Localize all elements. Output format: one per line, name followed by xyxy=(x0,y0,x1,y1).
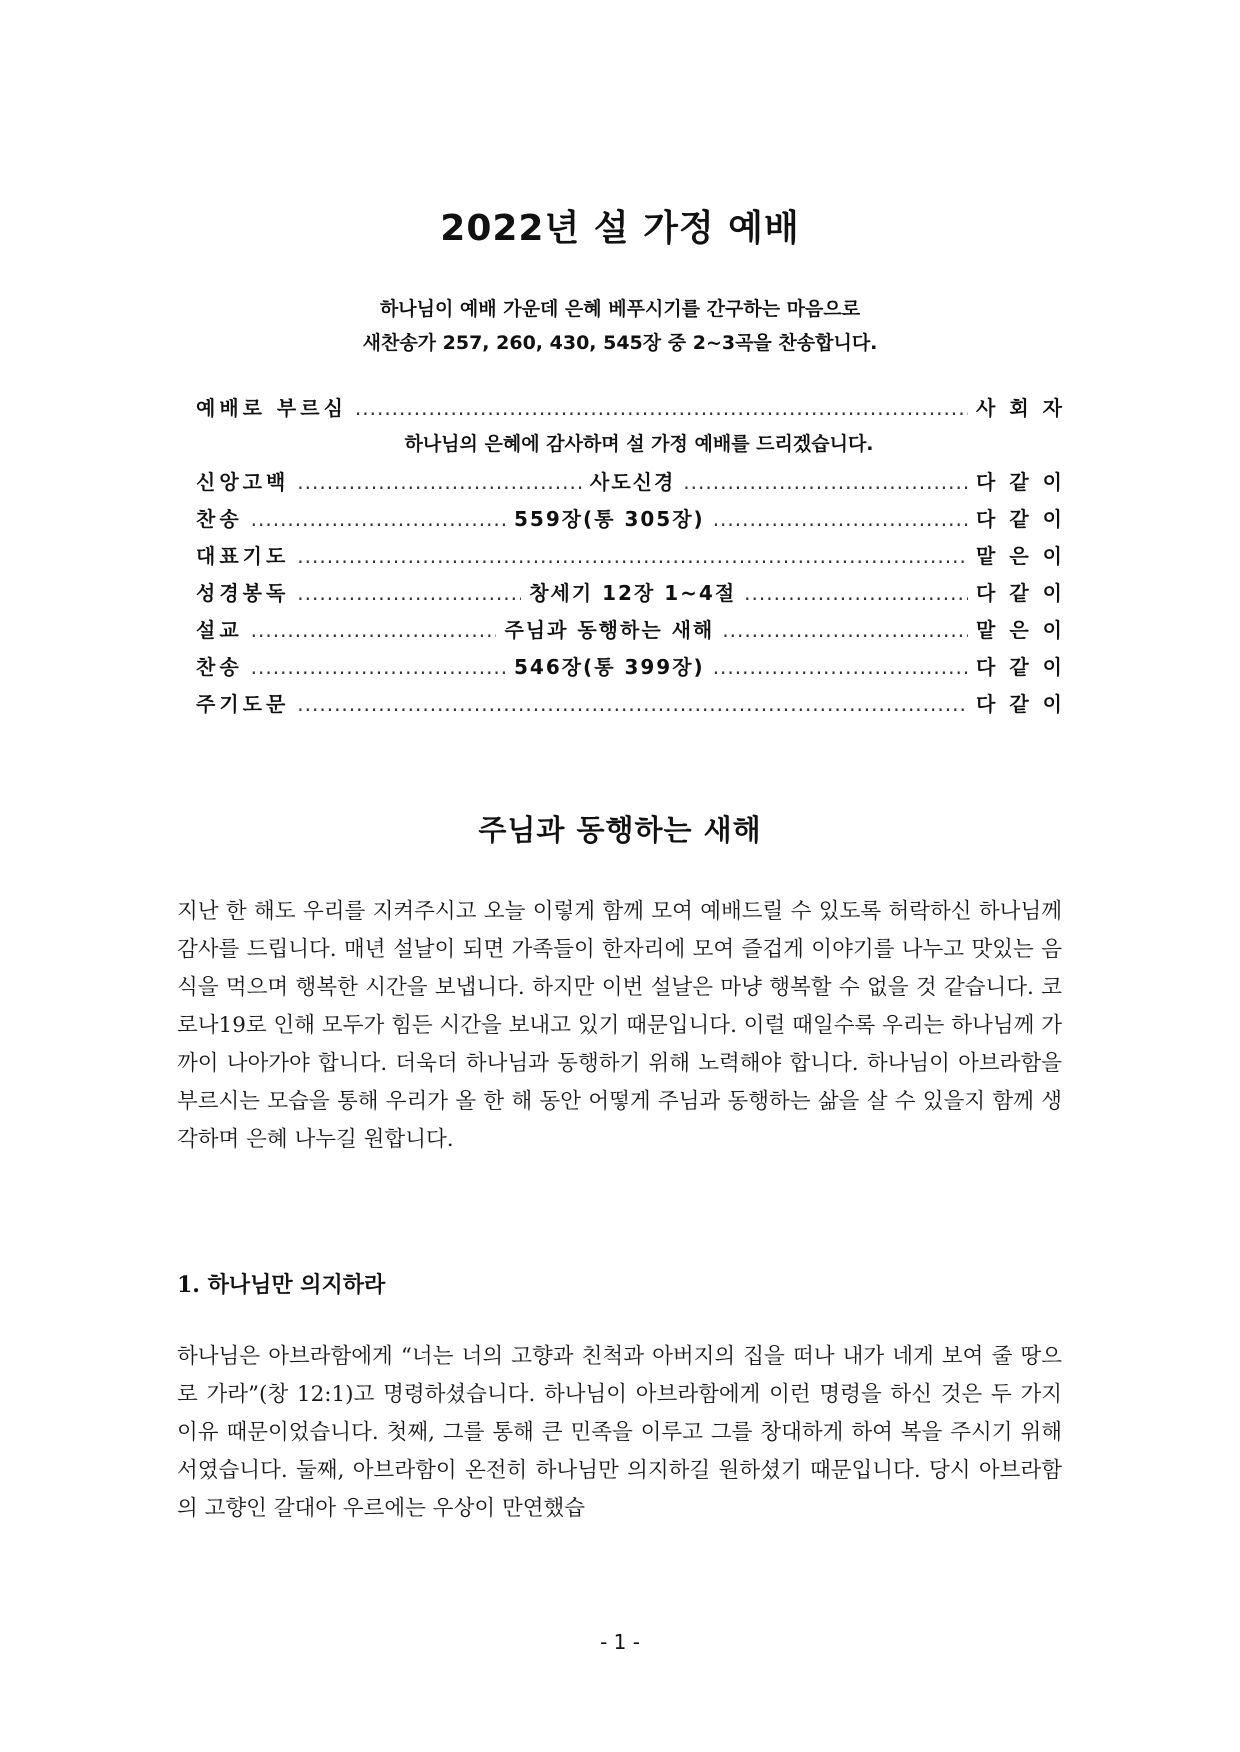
dot-leader xyxy=(297,581,521,605)
order-detail: 사도신경 xyxy=(590,470,676,494)
dot-leader xyxy=(251,655,506,679)
dot-leader xyxy=(297,692,968,716)
order-row-lords-prayer xyxy=(196,688,1076,725)
order-call-note: 하나님의 은혜에 감사하며 설 가정 예배를 드리겠습니다. xyxy=(404,433,874,455)
order-detail: 주님과 동행하는 새해 xyxy=(504,618,715,642)
dot-leader xyxy=(251,507,506,531)
order-label: 찬송 xyxy=(196,655,243,679)
intro-line-2: 새찬송가 257, 260, 430, 545장 중 2~3곡을 찬송합니다. xyxy=(362,332,878,354)
order-row-creed xyxy=(196,466,1076,503)
order-detail: 559장(통 305장) xyxy=(513,507,705,531)
dot-leader xyxy=(713,507,968,531)
order-who: 다같이 xyxy=(976,470,1076,494)
order-label: 예배로 부르심 xyxy=(196,396,347,420)
order-who: 다같이 xyxy=(976,581,1077,605)
order-detail: 546장(통 399장) xyxy=(513,655,705,679)
order-label: 찬송 xyxy=(196,507,243,531)
dot-leader xyxy=(251,618,497,642)
order-row-prayer xyxy=(196,540,1076,577)
order-who: 다같이 xyxy=(976,507,1076,531)
intro-line-1: 하나님이 예배 가운데 은혜 베푸시기를 간구하는 마음으로 xyxy=(379,298,861,320)
dot-leader xyxy=(297,544,968,568)
order-who: 다같이 xyxy=(976,655,1076,679)
order-label: 설교 xyxy=(196,618,243,642)
order-label: 주기도문 xyxy=(196,692,290,716)
order-label: 대표기도 xyxy=(196,544,290,568)
sermon-title: 주님과 동행하는 새해 xyxy=(478,813,762,847)
order-label: 성경봉독 xyxy=(196,581,290,605)
order-row-hymn-2 xyxy=(196,651,1076,688)
order-who: 맡은이 xyxy=(976,544,1076,568)
order-row-hymn-1 xyxy=(196,503,1076,540)
order-label: 신앙고백 xyxy=(196,470,290,494)
order-who: 다같이 xyxy=(976,692,1076,716)
sermon-paragraph-2: 하나님은 아브라함에게 “너는 너의 고향과 친척과 아버지의 집을 떠나 내가 네게 보여 줄 땅으로 가라”(창 12:1)고 명령하셨습니다. 하나님이 아브라함에게 이런 명령을 하신 것은 두 가지 이유 때문이었습니다. 첫째, 그를 통해 큰 민족을 이루고 그를 창대하게 하여 복을 주시기 위해서였습니다. 둘째, 아브라함이 온전히 하나님만 의지하길 원하셨기 때문입니다. 당시 아브라함의 고향인 갈대아 우르에는 우상이 만연했습 xyxy=(177,1344,1062,1521)
dot-leader xyxy=(683,470,968,494)
order-detail: 창세기 12장 1~4절 xyxy=(529,581,737,605)
order-row-sermon xyxy=(196,614,1077,651)
intro-text xyxy=(0,292,1240,360)
page-title: 2022년 설 가정 예배 xyxy=(440,208,800,249)
order-who: 맡은이 xyxy=(976,618,1077,642)
dot-leader xyxy=(744,581,968,605)
dot-leader xyxy=(297,470,582,494)
page-number: - 1 - xyxy=(600,1630,640,1654)
dot-leader xyxy=(713,655,968,679)
dot-leader xyxy=(722,618,968,642)
worship-order xyxy=(196,392,1077,725)
order-who: 사회자 xyxy=(976,396,1076,420)
sermon-paragraph-1: 지난 한 해도 우리를 지켜주시고 오늘 이렇게 함께 모여 예배드릴 수 있도록 허락하신 하나님께 감사를 드립니다. 매년 설날이 되면 가족들이 한자리에 모여 즐겁게 이야기를 나누고 맛있는 음식을 먹으며 행복한 시간을 보냅니다. 하지만 이번 설날은 마냥 행복할 수 없을 것 같습니다. 코로나19로 인해 모두가 힘든 시간을 보내고 있기 때문입니다. 이럴 때일수록 우리는 하나님께 가까이 나아가야 합니다. 더욱더 하나님과 동행하기 위해 노력해야 합니다. 하나님이 아브라함을 부르시는 모습을 통해 우리가 올 한 해 동안 어떻게 주님과 동행하는 삶을 살 수 있을지 함께 생각하며 은혜 나누길 원합니다. xyxy=(177,899,1062,1152)
order-row-call xyxy=(196,392,1076,429)
dot-leader xyxy=(355,396,968,420)
order-row-scripture xyxy=(196,577,1077,614)
section-heading-1: 1. 하나님만 의지하라 xyxy=(177,1272,386,1298)
